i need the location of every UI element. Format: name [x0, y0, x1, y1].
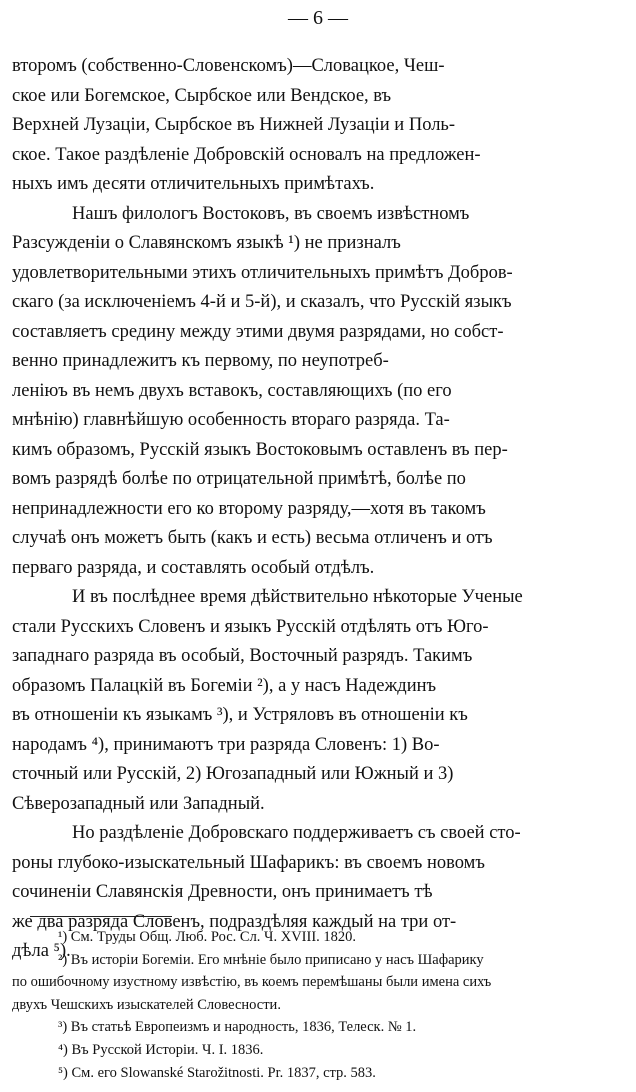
text-line: сочиненіи Славянскія Древности, онъ принимаетъ тѣ: [12, 882, 433, 902]
text-line: непринадлежности его ко второму разряду,—хотя въ такомъ: [12, 498, 486, 519]
text-line: Нашъ филологъ Востоковъ, въ своемъ извѣстномъ: [72, 203, 470, 224]
text-line: кимъ образомъ, Русскій языкъ Востоковымъ оставленъ въ пер-: [12, 439, 508, 460]
text-line: ское. Такое раздѣленіе Добровскій основалъ на предложен-: [12, 144, 481, 165]
paragraph: [12, 200, 618, 584]
text-line: сточный или Русскій, 2) Югозападный или Южный и 3): [12, 764, 454, 784]
text-line: удовлетворительными этихъ отличительныхъ примѣтъ Добров-: [12, 262, 513, 283]
text-line: вомъ разрядѣ болѣе по отрицательной примѣтѣ, болѣе по: [12, 469, 466, 489]
text-line: стали Русскихъ Словенъ и языкъ Русскій отдѣлять отъ Юго-: [12, 616, 489, 637]
text-line: перваго разряда, и составлять особый отдѣлъ.: [12, 557, 375, 578]
text-line: въ отношеніи къ языкамъ ³), и Устряловъ въ отношеніи къ: [12, 705, 468, 725]
footnote-4: ⁴) Въ Русской Исторіи. Ч. I. 1836.: [58, 1041, 264, 1058]
footnote-3: ³) Въ статьѣ Европеизмъ и народность, 1836, Телеск. № 1.: [58, 1019, 417, 1036]
footnote-5: ⁵) См. его Slowanské Starožitnosti. Pr. 1837, стр. 583.: [58, 1064, 376, 1081]
paragraph: [12, 52, 618, 200]
text-line: же два разряда Словенъ, подраздѣляя каждый на три от-: [12, 911, 457, 932]
text-line: скаго (за исключеніемъ 4-й и 5-й), и сказалъ, что Русскій языкъ: [12, 292, 512, 312]
text-line: роны глубоко-изыскательный Шафарикъ: въ своемъ новомъ: [12, 852, 485, 873]
text-line: составляетъ средину между этими двумя разрядами, но собст-: [12, 321, 504, 342]
text-line: Сѣверозападный или Западный.: [12, 793, 265, 814]
text-line: ское или Богемское, Сырбское или Вендское, въ: [12, 85, 392, 106]
body-text: [12, 52, 618, 967]
text-line: Разсужденіи о Славянскомъ языкѣ ¹) не призналъ: [12, 233, 401, 253]
footnote-2-continuation: двухъ Чешскихъ изыскателей Словесности.: [12, 996, 281, 1013]
text-line: мнѣнію) главнѣйшую особенность втораго разряда. Та-: [12, 410, 450, 430]
paragraph: [12, 583, 618, 819]
text-line: ныхъ имъ десяти отличительныхъ примѣтахъ.: [12, 174, 375, 194]
text-line: Но раздѣленіе Добровскаго поддерживаетъ съ своей сто-: [72, 823, 521, 843]
footnote-2-continuation: по ошибочному изустному извѣстію, въ коемъ перемѣшаны были имена сихъ: [12, 974, 492, 991]
text-line: леніюъ въ немъ двухъ вставокъ, составляющихъ (по его: [12, 380, 452, 401]
text-line: случаѣ онъ можетъ быть (какъ и есть) весьма отличенъ и отъ: [12, 528, 493, 548]
footnote-divider: [30, 916, 172, 917]
footnotes: [12, 926, 618, 1084]
text-line: западнаго разряда въ особый, Восточный разрядъ. Такимъ: [12, 646, 473, 666]
text-line: И въ послѣднее время дѣйствительно нѣкоторые Ученые: [72, 587, 523, 607]
text-line: народамъ ⁴), принимаютъ три разряда Словенъ: 1) Во-: [12, 734, 440, 755]
text-line: Верхней Лузаціи, Сырбское въ Нижней Лузаціи и Поль-: [12, 115, 456, 135]
footnote-1: ¹) См. Труды Общ. Люб. Рос. Сл. Ч. XVIII. 1820.: [58, 929, 357, 945]
text-line: венно принадлежитъ къ первому, по неупотреб-: [12, 351, 389, 371]
text-line: образомъ Палацкій въ Богеміи ²), а у насъ Надеждинъ: [12, 675, 437, 696]
page-number: — 6 —: [288, 7, 348, 29]
text-line: второмъ (собственно-Словенскомъ)—Словацкое, Чеш-: [12, 56, 445, 76]
footnote-2: ²) Въ исторіи Богеміи. Его мнѣніе было приписано у насъ Шафарику: [58, 951, 484, 968]
text-line: дѣла ⁵).: [12, 941, 71, 961]
